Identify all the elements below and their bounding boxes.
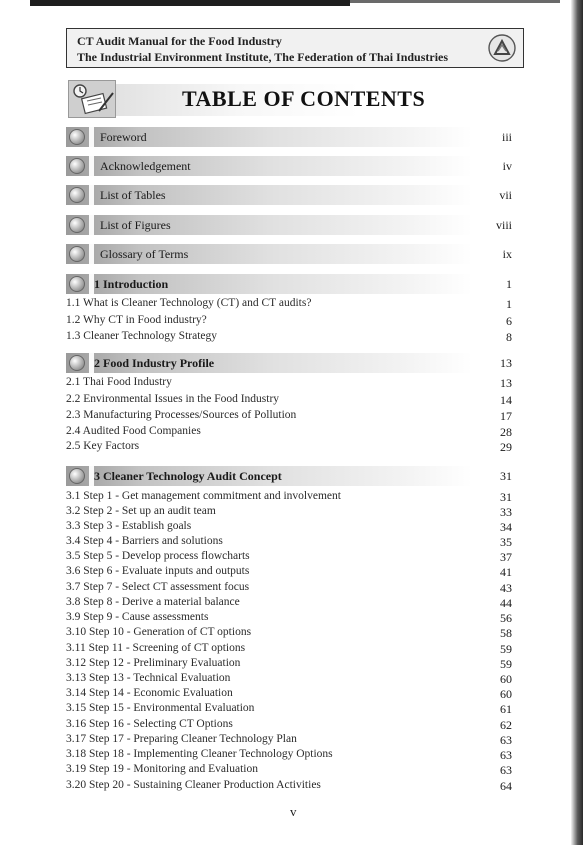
toc-entry-page: 63 — [500, 763, 512, 777]
toc-entry[interactable]: 1.2 Why CT in Food industry? — [66, 314, 207, 326]
toc-entry[interactable]: 3.16 Step 16 - Selecting CT Options — [66, 718, 233, 730]
toc-entry-page: 62 — [500, 718, 512, 732]
toc-page-glossary: ix — [502, 247, 512, 261]
toc-page-acknowledgement: iv — [502, 159, 512, 173]
toc-entry[interactable]: 3.10 Step 10 - Generation of CT options — [66, 626, 252, 638]
toc-entry-page: 37 — [500, 550, 512, 564]
bullet-icon — [69, 276, 85, 292]
toc-entry[interactable]: 1.3 Cleaner Technology Strategy — [66, 330, 217, 342]
toc-entry[interactable]: 3.18 Step 18 - Implementing Cleaner Technology Options — [66, 748, 333, 760]
toc-label-acknowledgement: Acknowledgement — [100, 159, 191, 173]
toc-page-foreword: iii — [501, 130, 512, 144]
running-header — [66, 28, 524, 68]
bullet-icon — [69, 187, 85, 203]
bullet-icon — [69, 217, 85, 233]
toc-page-list-of-figures: viii — [495, 218, 512, 232]
toc-label-chapter-3: 3 Cleaner Technology Audit Concept — [94, 469, 282, 483]
toc-entry-page: 56 — [500, 611, 512, 625]
scan-edge-top-thin — [350, 0, 560, 3]
scan-edge-top — [30, 0, 350, 6]
toc-entry[interactable]: 3.13 Step 13 - Technical Evaluation — [66, 672, 231, 684]
toc-entry[interactable]: 3.1 Step 1 - Get management commitment and involvement — [66, 490, 341, 502]
toc-label-glossary: Glossary of Terms — [100, 247, 189, 261]
toc-entry-page: 17 — [500, 409, 512, 423]
toc-entry[interactable]: 3.17 Step 17 - Preparing Cleaner Technology Plan — [66, 733, 297, 745]
toc-entry-page: 60 — [500, 672, 512, 686]
toc-label-foreword: Foreword — [100, 130, 147, 144]
toc-entry[interactable]: 3.9 Step 9 - Cause assessments — [66, 611, 209, 623]
page-title: TABLE OF CONTENTS — [182, 86, 426, 111]
toc-entry[interactable]: 3.7 Step 7 - Select CT assessment focus — [66, 581, 250, 593]
bullet-icon — [69, 468, 85, 484]
toc-entry[interactable]: 1.1 What is Cleaner Technology (CT) and CT audits? — [66, 297, 312, 309]
toc-entry[interactable]: 2.5 Key Factors — [66, 440, 140, 452]
page-number: v — [290, 804, 297, 819]
toc-entry-page: 35 — [500, 535, 512, 549]
institute-logo-icon — [487, 33, 517, 63]
toc-entry[interactable]: 3.14 Step 14 - Economic Evaluation — [66, 687, 233, 699]
toc-entry[interactable]: 3.20 Step 20 - Sustaining Cleaner Production Activities — [66, 779, 321, 791]
toc-entry[interactable]: 2.2 Environmental Issues in the Food Industry — [66, 393, 280, 405]
toc-entry-page: 41 — [500, 565, 512, 579]
bullet-icon — [69, 355, 85, 371]
toc-clipart-icon — [68, 80, 116, 118]
toc-entry[interactable]: 3.15 Step 15 - Environmental Evaluation — [66, 702, 255, 714]
toc-entry-page: 64 — [500, 779, 512, 793]
toc-entry[interactable]: 2.1 Thai Food Industry — [66, 376, 172, 388]
toc-page-chapter-2: 13 — [500, 356, 512, 370]
toc-entry[interactable]: 3.3 Step 3 - Establish goals — [66, 520, 192, 532]
toc-entry-page: 31 — [500, 490, 512, 504]
toc-entry-page: 60 — [500, 687, 512, 701]
toc-entry[interactable]: 2.4 Audited Food Companies — [66, 425, 201, 437]
toc-entry-page: 13 — [500, 376, 512, 390]
toc-entry-page: 59 — [500, 657, 512, 671]
toc-label-list-of-figures: List of Figures — [100, 218, 171, 232]
toc-entry[interactable]: 3.6 Step 6 - Evaluate inputs and outputs — [66, 565, 250, 577]
bullet-icon — [69, 129, 85, 145]
toc-entry[interactable]: 3.4 Step 4 - Barriers and solutions — [66, 535, 223, 547]
toc-page-list-of-tables: vii — [499, 188, 512, 202]
toc-entry-page: 8 — [506, 330, 512, 344]
scan-edge-right — [571, 0, 583, 845]
toc-entry[interactable]: 3.8 Step 8 - Derive a material balance — [66, 596, 240, 608]
toc-entry-page: 34 — [500, 520, 512, 534]
toc-entry-page: 61 — [500, 702, 512, 716]
toc-entry[interactable]: 3.19 Step 19 - Monitoring and Evaluation — [66, 763, 258, 775]
toc-page-chapter-3: 31 — [500, 469, 512, 483]
toc-entry-page: 63 — [500, 733, 512, 747]
toc-entry-page: 58 — [500, 626, 512, 640]
toc-page-chapter-1: 1 — [506, 277, 512, 291]
toc-entry[interactable]: 2.3 Manufacturing Processes/Sources of Pollution — [66, 409, 297, 421]
toc-entry[interactable]: 3.2 Step 2 - Set up an audit team — [66, 505, 216, 517]
bullet-icon — [69, 246, 85, 262]
toc-entry[interactable]: 3.12 Step 12 - Preliminary Evaluation — [66, 657, 241, 669]
toc-entry-page: 33 — [500, 505, 512, 519]
toc-label-chapter-2: 2 Food Industry Profile — [94, 356, 215, 370]
toc-entry-page: 28 — [500, 425, 512, 439]
toc-label-list-of-tables: List of Tables — [100, 188, 166, 202]
bullet-icon — [69, 158, 85, 174]
toc-entry-page: 29 — [500, 440, 512, 454]
toc-entry-page: 59 — [500, 642, 512, 656]
toc-entry[interactable]: 3.11 Step 11 - Screening of CT options — [66, 642, 246, 654]
toc-entry-page: 44 — [500, 596, 512, 610]
toc-entry-page: 6 — [506, 314, 512, 328]
header-manual-title: CT Audit Manual for the Food Industry — [77, 34, 282, 48]
toc-entry-page: 1 — [506, 297, 512, 311]
toc-entry-page: 43 — [500, 581, 512, 595]
toc-entry[interactable]: 3.5 Step 5 - Develop process flowcharts — [66, 550, 250, 562]
header-institute: The Industrial Environment Institute, The Federation of Thai Industries — [77, 50, 449, 64]
toc-entry-page: 14 — [500, 393, 512, 407]
toc-entry-page: 63 — [500, 748, 512, 762]
toc-label-chapter-1: 1 Introduction — [94, 277, 169, 291]
